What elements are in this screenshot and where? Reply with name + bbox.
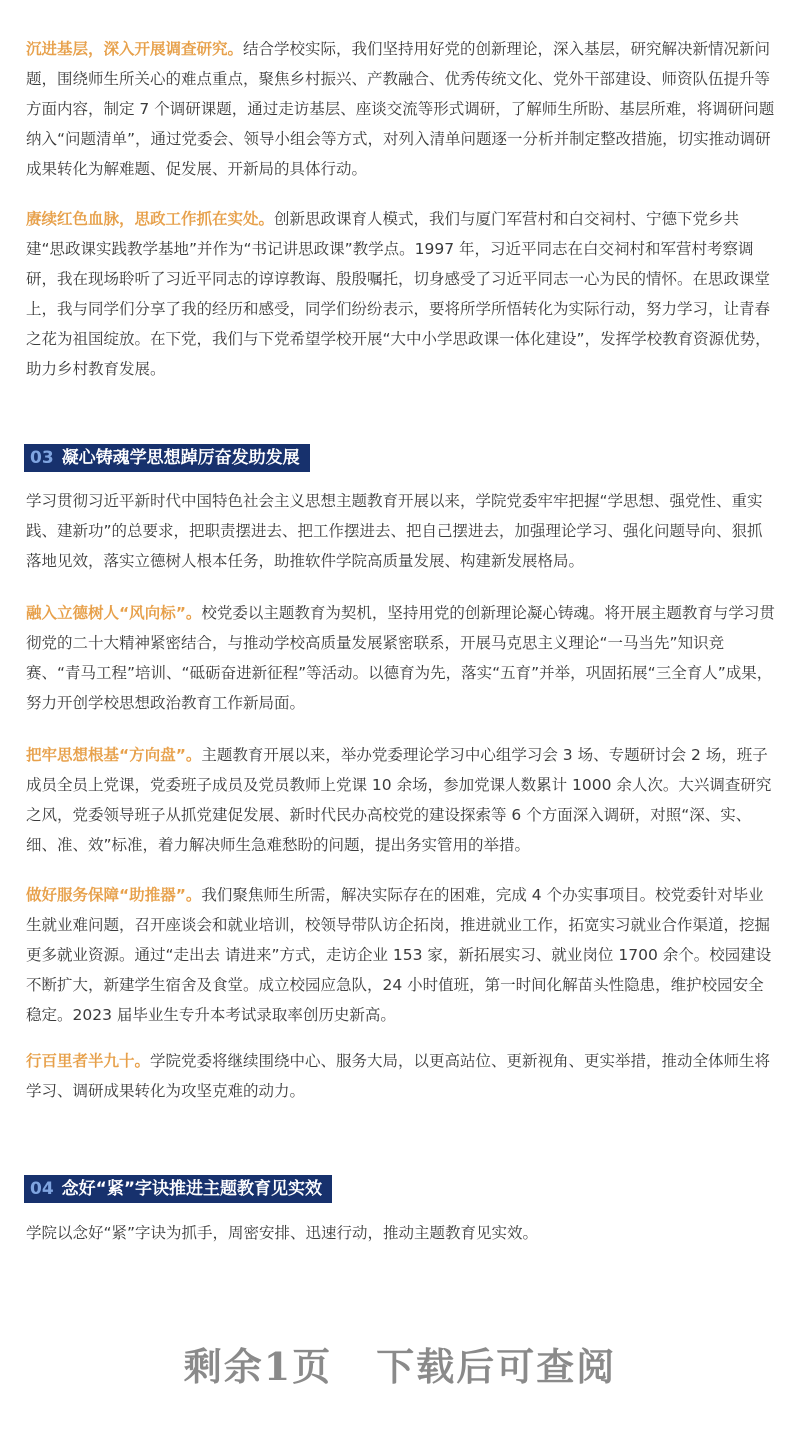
paragraph-moral-education <box>26 598 778 718</box>
section-heading-04 <box>24 1175 332 1203</box>
paragraph-body: 学院党委将继续围绕中心、服务大局，以更高站位、更新视角、更实举措，推动全体师生将学习、调研成果转化为攻坚克难的动力。 <box>26 1052 771 1100</box>
section-title: 凝心铸魂学思想踔厉奋发助发展 <box>61 448 300 468</box>
paragraph-research <box>26 34 778 184</box>
section-intro-text: 学院以念好“紧”字诀为抓手，周密安排、迅速行动，推动主题教育见实效。 <box>26 1224 539 1242</box>
download-prompt[interactable] <box>0 1336 800 1391</box>
section-intro-text: 学习贯彻习近平新时代中国特色社会主义思想主题教育开展以来，学院党委牢牢把握“学思想、强党性、重实践、建新功”的总要求，把职责摆进去、把工作摆进去、把自己摆进去，加强理论学习、强化问题导向、狠抓落地见效，落实立德树人根本任务，助推软件学院高质量发展、构建新发展格局。 <box>26 492 763 570</box>
paragraph-body: 主题教育开展以来，举办党委理论学习中心组学习会 3 场、专题研讨会 2 场，班子成员全员上党课，党委班子成员及党员教师上党课 10 余场，参加党课人数累计 1000 余人次。大兴调查研究之风，党委领导班子从抓党建促发展、新时代民办高校党的建设探索等 6 个方面深入调研，对照“深、实、细、准、效”标准，着力解决师生急难愁盼的问题，提出务实管用的举措。 <box>26 746 772 854</box>
remaining-pages-text: 剩余1页 <box>183 1344 333 1389</box>
paragraph-lead: 融入立德树人“风向标”。 <box>26 604 202 622</box>
paragraph-body: 校党委以主题教育为契机，坚持用党的创新理论凝心铸魂。将开展主题教育与学习贯彻党的二十大精神紧密结合，与推动学校高质量发展紧密联系，开展马克思主义理论“一马当先”知识竞赛、“青马工程”培训、“砥砺奋进新征程”等活动。以德育为先，落实“五育”并举，巩固拓展“三全育人”成果，努力开创学校思想政治教育工作新局面。 <box>26 604 775 712</box>
section-number: 04 <box>30 1179 54 1199</box>
paragraph-lead: 沉进基层，深入开展调查研究。 <box>26 40 244 58</box>
section-intro <box>26 1218 778 1248</box>
paragraph-red-culture <box>26 204 778 384</box>
paragraph-conclusion <box>26 1046 778 1106</box>
paragraph-body: 结合学校实际，我们坚持用好党的创新理论，深入基层，研究解决新情况新问题，围绕师生所关心的难点重点，聚焦乡村振兴、产教融合、优秀传统文化、党外干部建设、师资队伍提升等方面内容，制定 7 个调研课题，通过走访基层、座谈交流等形式调研，了解师生所盼、基层所难，将调研问题纳入“问题清单”，通过党委会、领导小组会等方式，对列入清单问题逐一分析并制定整改措施，切实推动调研成果转化为解难题、促发展、开新局的具体行动。 <box>26 40 775 178</box>
paragraph-ideology <box>26 740 778 860</box>
paragraph-lead: 把牢思想根基“方向盘”。 <box>26 746 202 764</box>
section-heading-03 <box>24 444 310 472</box>
paragraph-lead: 赓续红色血脉，思政工作抓在实处。 <box>26 210 275 228</box>
paragraph-lead: 行百里者半九十。 <box>26 1052 151 1070</box>
paragraph-body: 我们聚焦师生所需，解决实际存在的困难，完成 4 个办实事项目。校党委针对毕业生就业难问题，召开座谈会和就业培训，校领导带队访企拓岗，推进就业工作，拓宽实习就业合作渠道，挖掘更多就业资源。通过“走出去 请进来”方式，走访企业 153 家，新拓展实习、就业岗位 1700 余个。校园建设不断扩大，新建学生宿舍及食堂。成立校园应急队，24 小时值班，第一时间化解苗头性隐患，维护校园安全稳定。2023 届毕业生专升本考试录取率创历史新高。 <box>26 886 772 1024</box>
download-to-view-text: 下载后可查阅 <box>376 1344 617 1389</box>
paragraph-body: 创新思政课育人模式，我们与厦门军营村和白交祠村、宁德下党乡共建“思政课实践教学基地”并作为“书记讲思政课”教学点。1997 年，习近平同志在白交祠村和军营村考察调研，我在现场聆听了习近平同志的谆谆教诲、殷殷嘱托，切身感受了习近平同志一心为民的情怀。在思政课堂上，我与同学们分享了我的经历和感受，同学们纷纷表示，要将所学所悟转化为实际行动，努力学习，让青春之花为祖国绽放。在下党，我们与下党希望学校开展“大中小学思政课一体化建设”，发挥学校教育资源优势，助力乡村教育发展。 <box>26 210 771 378</box>
section-number: 03 <box>30 448 54 468</box>
section-title: 念好“紧”字诀推进主题教育见实效 <box>61 1179 323 1199</box>
section-intro <box>26 486 778 576</box>
paragraph-service <box>26 880 778 1030</box>
paragraph-lead: 做好服务保障“助推器”。 <box>26 886 202 904</box>
